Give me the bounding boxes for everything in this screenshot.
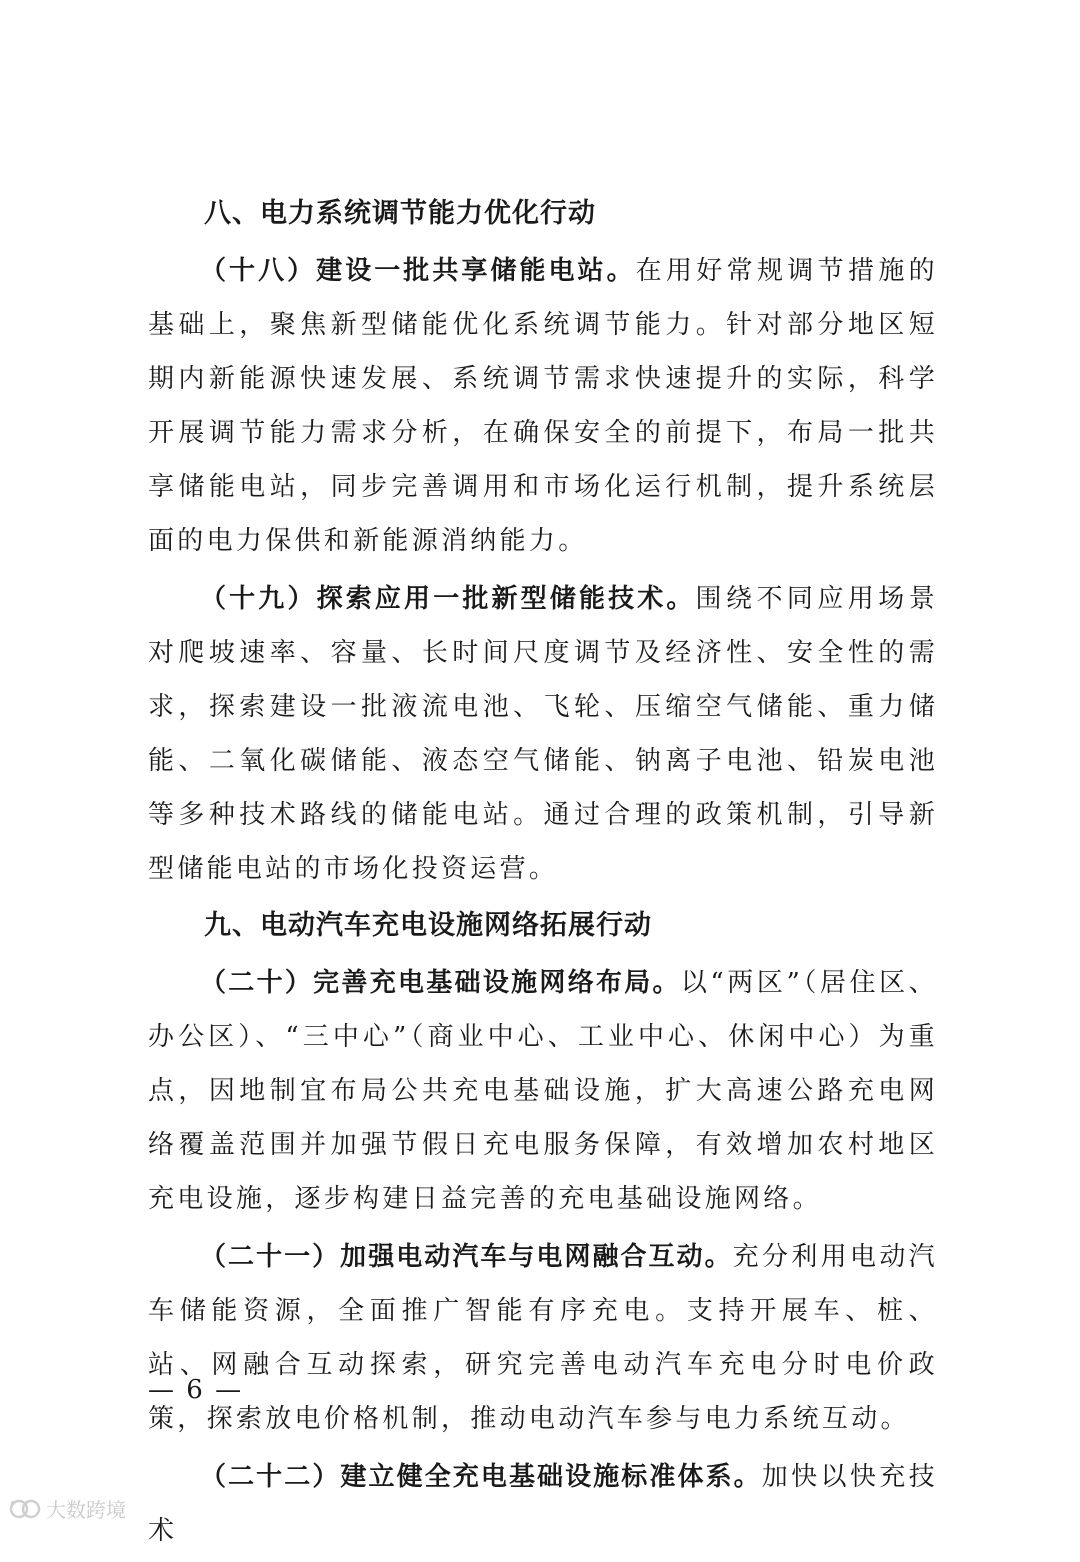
paragraph-lead: （二十二）建立健全充电基础设施标准体系。 bbox=[200, 1462, 762, 1492]
paragraph-lead: （二十）完善充电基础设施网络布局。 bbox=[200, 968, 681, 998]
paragraph-22 bbox=[148, 1450, 938, 1558]
paragraph-20 bbox=[148, 956, 938, 1226]
paragraph-lead: （十八）建设一批共享储能电站。 bbox=[200, 256, 636, 286]
watermark bbox=[8, 1494, 126, 1523]
document-body bbox=[148, 188, 938, 1562]
paragraph-text: 以“两区”（居住区、办公区）、“三中心”（商业中心、工业中心、休闲中心）为重点，因地制宜布局公共充电基础设施，扩大高速公路充电网络覆盖范围并加强节假日充电服务保障，有效增加农村地区充电设施，逐步构建日益完善的充电基础设施网络。 bbox=[148, 968, 938, 1214]
paragraph-18 bbox=[148, 244, 938, 568]
section-nine bbox=[148, 900, 938, 1558]
watermark-logo-icon bbox=[8, 1498, 42, 1520]
paragraph-text: 充分利用电动汽车储能资源，全面推广智能有序充电。支持开展车、桩、站、网融合互动探索，研究完善电动汽车充电分时电价政策，探索放电价格机制，推动电动汽车参与电力系统互动。 bbox=[148, 1242, 938, 1434]
paragraph-lead: （二十一）加强电动汽车与电网融合互动。 bbox=[200, 1242, 733, 1272]
paragraph-text: 在用好常规调节措施的基础上，聚焦新型储能优化系统调节能力。针对部分地区短期内新能源快速发展、系统调节需求快速提升的实际，科学开展调节能力需求分析，在确保安全的前提下，布局一批共享储能电站，同步完善调用和市场化运行机制，提升系统层面的电力保供和新能源消纳能力。 bbox=[148, 256, 938, 556]
paragraph-21 bbox=[148, 1230, 938, 1446]
section-heading: 八、电力系统调节能力优化行动 bbox=[204, 198, 596, 229]
paragraph-text: 加快以快充技术 bbox=[148, 1462, 938, 1546]
paragraph-19 bbox=[148, 572, 938, 896]
paragraph-lead: （十九）探索应用一批新型储能技术。 bbox=[200, 584, 696, 614]
section-eight bbox=[148, 188, 938, 896]
page-number: — 6 — bbox=[148, 1375, 244, 1405]
section-heading: 九、电动汽车充电设施网络拓展行动 bbox=[204, 910, 652, 941]
paragraph-text: 围绕不同应用场景对爬坡速率、容量、长时间尺度调节及经济性、安全性的需求，探索建设一批液流电池、飞轮、压缩空气储能、重力储能、二氧化碳储能、液态空气储能、钠离子电池、铅炭电池等多种技术路线的储能电站。通过合理的政策机制，引导新型储能电站的市场化投资运营。 bbox=[148, 584, 938, 884]
watermark-text: 大数跨境 bbox=[46, 1498, 126, 1522]
